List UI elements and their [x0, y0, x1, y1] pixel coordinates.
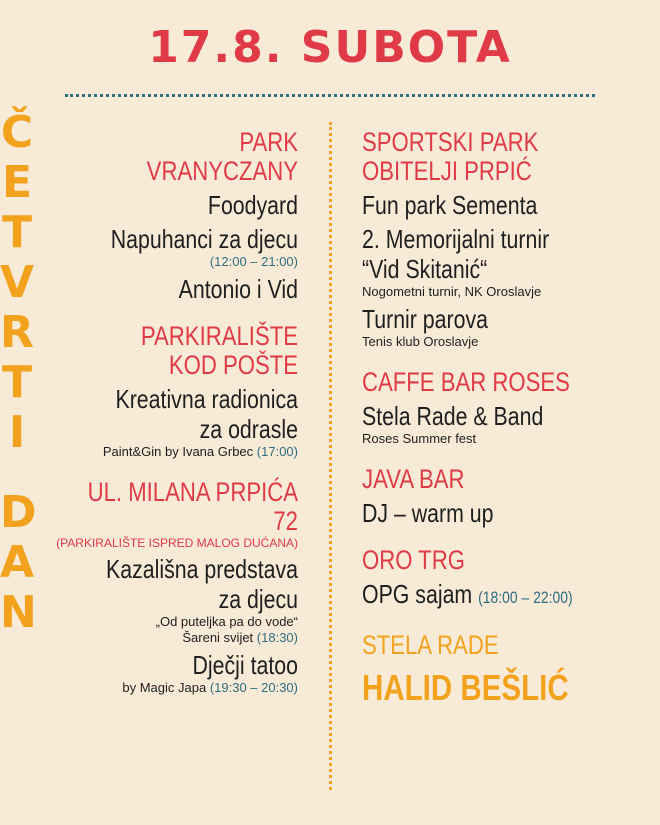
event-detail [38, 444, 298, 460]
venue-title: UL. MILANA PRPIĆA 72 [87, 477, 298, 536]
event-title: “Vid Skitanić“ [362, 254, 488, 284]
side-letter: I [8, 407, 26, 458]
event-title: Kazališna predstava [106, 554, 298, 584]
column-divider [329, 122, 332, 790]
venue-subtitle: (PARKIRALIŠTE ISPRED MALOG DUĆANA) [56, 536, 298, 550]
event-time: (19:30 – 20:30) [209, 680, 298, 695]
event-title: 2. Memorijalni turnir [362, 224, 550, 254]
event-title: Stela Rade & Band [362, 401, 544, 431]
side-letter: T [1, 207, 32, 258]
event-title: za djecu [218, 584, 298, 614]
event-detail: Tenis klub Oroslavje [362, 334, 479, 349]
event-detail-text: Šareni svijet [182, 630, 254, 645]
event-time: (18:00 – 22:00) [478, 588, 573, 607]
event-detail: Nogometni turnir, NK Oroslavje [362, 284, 542, 299]
dotted-divider [65, 94, 595, 97]
venue-title: ORO TRG [362, 545, 465, 575]
event-detail-text: Paint&Gin by Ivana Grbec [102, 444, 254, 459]
event-title: Napuhanci za djecu [110, 224, 298, 254]
side-letter: D [0, 487, 37, 538]
event-time: (17:00) [256, 444, 298, 459]
venue-title: CAFFE BAR ROSES [362, 367, 570, 397]
event-detail [38, 630, 298, 646]
event-detail [38, 680, 298, 696]
venue-title: OBITELJI PRPIĆ [362, 156, 532, 186]
side-letter: A [0, 537, 35, 588]
side-letter-gap [0, 458, 34, 488]
event-title: Turnir parova [362, 304, 488, 334]
venue-title: STELA RADE [362, 630, 499, 660]
side-letter: V [0, 257, 35, 308]
left-column [38, 128, 298, 714]
event-title-text: OPG sajam [362, 579, 473, 609]
right-column [362, 128, 642, 726]
event-title [362, 579, 592, 613]
venue-title: PARKIRALIŠTE [140, 321, 298, 351]
side-letter: Č [0, 107, 34, 158]
event-title: Foodyard [207, 190, 298, 220]
venue-title: KOD POŠTE [168, 350, 298, 380]
event-title: Dječji tatoo [192, 650, 298, 680]
event-detail: Roses Summer fest [362, 431, 477, 446]
side-vertical-label [0, 107, 37, 638]
venue-stela-rade [362, 631, 642, 708]
venue-caffe-bar-roses [362, 368, 642, 447]
venue-sportski-park [362, 128, 642, 350]
headliner-title: HALID BEŠLIĆ [362, 667, 569, 708]
event-title: Antonio i Vid [178, 274, 298, 304]
side-letter: T [1, 357, 32, 408]
side-letter: E [1, 157, 33, 208]
venue-title: SPORTSKI PARK [362, 127, 539, 157]
event-title: Fun park Sementa [362, 190, 538, 220]
venue-title: JAVA BAR [362, 464, 465, 494]
venue-title: PARK VRANYCZANY [146, 127, 298, 186]
event-quote: „Od puteljka pa do vode“ [155, 614, 298, 629]
event-time: (18:30) [256, 630, 298, 645]
side-letter: R [0, 307, 34, 358]
page-title: 17.8. SUBOTA [148, 22, 512, 73]
side-letter: N [0, 587, 37, 638]
event-time: (12:00 – 21:00) [209, 254, 298, 269]
venue-java-bar [362, 465, 642, 528]
venue-kod-poste [38, 322, 298, 460]
event-detail-text: by Magic Japa [122, 680, 207, 695]
venue-park-vranyczany [38, 128, 298, 304]
event-title: DJ – warm up [362, 498, 494, 528]
venue-oro-trg [362, 546, 642, 613]
event-title: Kreativna radionica [115, 384, 299, 414]
venue-milana-prpica [38, 478, 298, 696]
event-title: za odrasle [199, 414, 298, 444]
